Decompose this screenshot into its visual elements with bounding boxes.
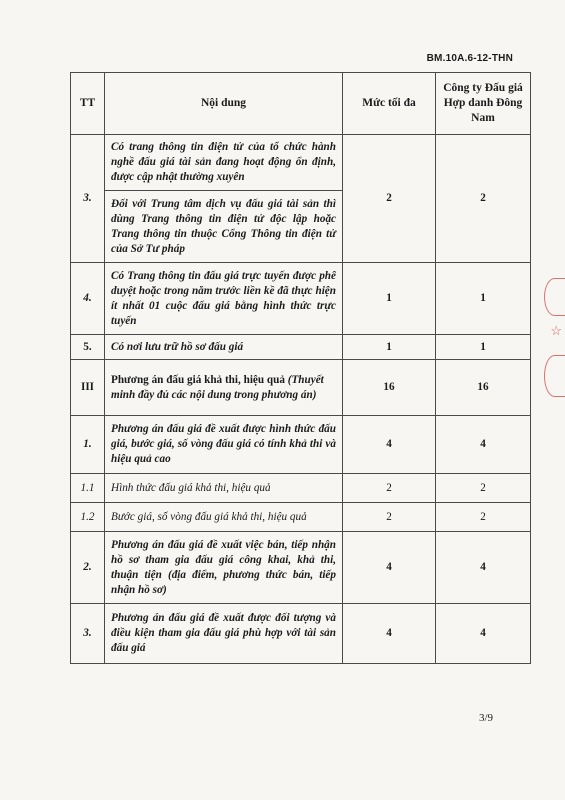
- scoring-table: [70, 72, 531, 664]
- row-score: 2: [436, 135, 531, 263]
- row-score: 4: [436, 416, 531, 474]
- row-content: Hình thức đấu giá khả thi, hiệu quả: [105, 474, 343, 503]
- row-content: Có nơi lưu trữ hồ sơ đấu giá: [105, 335, 343, 360]
- table-row: [71, 263, 531, 335]
- table-row: [71, 604, 531, 664]
- table-row: [71, 503, 531, 532]
- row-tt: 3.: [71, 135, 105, 263]
- row-content: [105, 360, 343, 416]
- table-row: [71, 135, 531, 191]
- row-score: 2: [436, 474, 531, 503]
- header-noidung: Nội dung: [105, 73, 343, 135]
- document-code: BM.10A.6-12-THN: [426, 53, 513, 64]
- row-content-italic: (Thuyết minh đầy đủ các nội dung trong phương án): [111, 373, 324, 401]
- row-max: 4: [343, 604, 436, 664]
- table-row: [71, 474, 531, 503]
- header-max: Mức tối đa: [343, 73, 436, 135]
- row-max: 16: [343, 360, 436, 416]
- row-content: Phương án đấu giá đề xuất việc bán, tiếp nhận hồ sơ tham gia đấu giá công khai, khả thi, thuận tiện (địa điểm, phương thức bán, tiếp nhận hồ sơ): [105, 532, 343, 604]
- row-tt: 2.: [71, 532, 105, 604]
- header-tt: TT: [71, 73, 105, 135]
- row-content: Phương án đấu giá đề xuất được đối tượng và điều kiện tham gia đấu giá phù hợp với tài sản đấu giá: [105, 604, 343, 664]
- seal-star-icon: ☆: [550, 323, 562, 338]
- row-score: 4: [436, 604, 531, 664]
- row-max: 2: [343, 474, 436, 503]
- table-row: [71, 416, 531, 474]
- row-tt: 4.: [71, 263, 105, 335]
- seal-fragment-icon: [544, 278, 565, 316]
- row-max: 1: [343, 263, 436, 335]
- row-max: 2: [343, 135, 436, 263]
- row-score: 1: [436, 335, 531, 360]
- row-max: 4: [343, 532, 436, 604]
- row-content-sub: Đối với Trung tâm dịch vụ đấu giá tài sản thì dùng Trang thông tin điện tử độc lập hoặc Trang thông tin thuộc Cổng Thông tin điện tử của Sở Tư pháp: [105, 191, 343, 263]
- row-score: 2: [436, 503, 531, 532]
- row-tt: 1.2: [71, 503, 105, 532]
- row-score: 4: [436, 532, 531, 604]
- row-max: 4: [343, 416, 436, 474]
- page-number: 3/9: [478, 712, 493, 724]
- header-company: Công ty Đấu giá Hợp danh Đông Nam: [436, 73, 531, 135]
- row-tt: 1.1: [71, 474, 105, 503]
- row-content: Có Trang thông tin đấu giá trực tuyến được phê duyệt hoặc trong năm trước liền kề đã thực hiện ít nhất 01 cuộc đấu giá bằng hình thức trực tuyến: [105, 263, 343, 335]
- row-score: 16: [436, 360, 531, 416]
- table-header-row: [71, 73, 531, 135]
- table-row: [71, 335, 531, 360]
- row-tt: 3.: [71, 604, 105, 664]
- row-content: Phương án đấu giá đề xuất được hình thức đấu giá, bước giá, số vòng đấu giá có tính khả thi và hiệu quả cao: [105, 416, 343, 474]
- row-tt: 1.: [71, 416, 105, 474]
- row-score: 1: [436, 263, 531, 335]
- row-tt: III: [71, 360, 105, 416]
- row-max: 2: [343, 503, 436, 532]
- row-content: Có trang thông tin điện tử của tổ chức hành nghề đấu giá tài sản đang hoạt động ổn định, được cập nhật thường xuyên: [105, 135, 343, 191]
- row-max: 1: [343, 335, 436, 360]
- row-tt: 5.: [71, 335, 105, 360]
- row-content-bold: Phương án đấu giá khả thi, hiệu quả: [111, 373, 285, 386]
- seal-fragment-icon: [544, 355, 565, 397]
- table-row: [71, 532, 531, 604]
- row-content: Bước giá, số vòng đấu giá khả thi, hiệu quả: [105, 503, 343, 532]
- table-row: [71, 360, 531, 416]
